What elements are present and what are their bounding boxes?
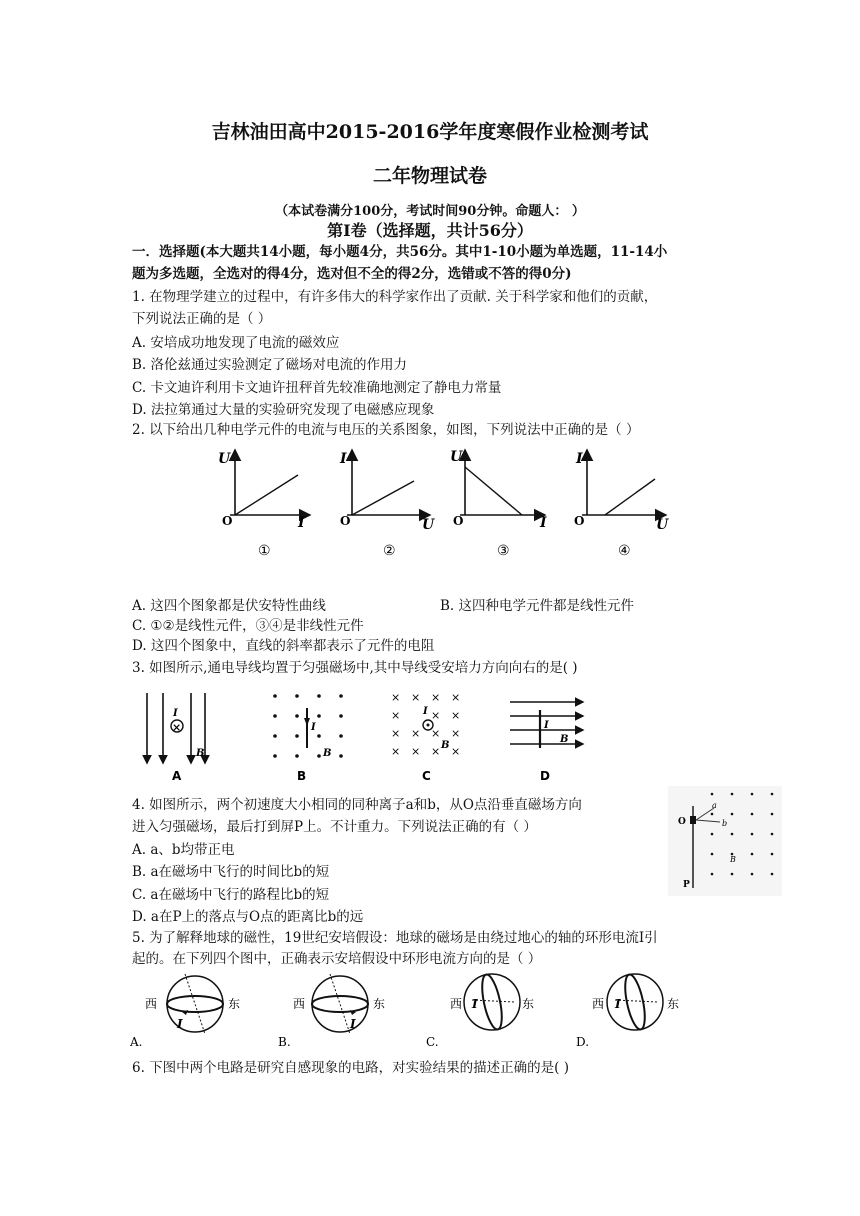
q5-c-current: I xyxy=(472,997,478,1011)
field-dot xyxy=(771,833,774,836)
field-dot xyxy=(771,813,774,816)
q5-a-current: I xyxy=(177,1017,183,1031)
field-dot xyxy=(751,833,754,836)
q5-d-east: 东 xyxy=(667,997,680,1011)
field-dot xyxy=(295,734,299,738)
field-cross: × xyxy=(431,709,441,722)
field-dot xyxy=(711,813,714,816)
field-dot xyxy=(295,694,299,698)
field-cross: × xyxy=(431,691,441,704)
q4-option-a: A. a、b均带正电 xyxy=(132,842,235,858)
field-dot xyxy=(711,853,714,856)
svg-text:×: × xyxy=(172,721,182,734)
q5-d-current: I xyxy=(615,997,621,1011)
q5-stem-1: 5. 为了解释地球的磁性，19世纪安培假设：地球的磁场是由绕过地心的轴的环形电流I引 xyxy=(132,930,658,946)
q2-graph-3-label: ③ xyxy=(497,543,510,559)
field-dot xyxy=(771,853,774,856)
instructions-line-1: 一．选择题(本大题共14小题，每小题4分，共56分。其中1-10小题为单选题，11-14小 xyxy=(132,244,668,260)
q2-graph-2-x-label: U xyxy=(422,517,435,533)
q5-option-d: D. xyxy=(576,1035,590,1049)
q5-b-west: 西 xyxy=(293,997,306,1011)
q3-figure xyxy=(135,688,595,788)
q3-a-field: B xyxy=(196,748,205,759)
q3-label-c: C xyxy=(422,769,431,783)
field-cross: × xyxy=(451,745,461,758)
field-dot xyxy=(317,714,321,718)
q5-d-west: 西 xyxy=(592,997,605,1011)
q2-graph-1-y-label: U xyxy=(218,451,231,467)
q4-figure xyxy=(668,786,782,896)
field-dot xyxy=(731,793,734,796)
q3-d-field: B xyxy=(560,734,569,745)
q2-option-a: A. 这四个图象都是伏安特性曲线 xyxy=(132,598,326,614)
q2-graph-2-label: ② xyxy=(383,543,396,559)
q2-graph-4-origin: O xyxy=(574,514,585,528)
q1-option-a: A. 安培成功地发现了电流的磁效应 xyxy=(132,335,340,351)
q5-c-east: 东 xyxy=(522,997,535,1011)
q3-figure-d xyxy=(510,702,583,783)
field-cross: × xyxy=(451,709,461,722)
field-dot xyxy=(273,734,277,738)
q1-option-b: B. 洛伦兹通过实验测定了磁场对电流的作用力 xyxy=(132,357,408,373)
q3-label-d: D xyxy=(540,769,550,783)
q2-graph-4-label: ④ xyxy=(618,543,631,559)
q6-stem: 6. 下图中两个电路是研究自感现象的电路，对实验结果的描述正确的是( ) xyxy=(132,1060,569,1076)
q3-b-field: B xyxy=(323,748,332,759)
field-dot xyxy=(751,813,754,816)
q2-graph-3 xyxy=(450,449,547,559)
field-cross: × xyxy=(411,691,421,704)
field-dot xyxy=(711,873,714,876)
q4-option-d: D. a在P上的落点与O点的距离比b的远 xyxy=(132,909,364,925)
field-dot xyxy=(273,694,277,698)
field-cross: × xyxy=(451,691,461,704)
q2-graph-4-x-label: U xyxy=(656,517,669,533)
field-cross: × xyxy=(451,727,461,740)
field-cross: × xyxy=(391,745,401,758)
q4-fig-b: b xyxy=(722,819,728,828)
field-cross: × xyxy=(411,745,421,758)
q3-figure-c xyxy=(391,691,460,758)
field-dot xyxy=(711,833,714,836)
q2-graph-1-x-label: I xyxy=(298,515,305,531)
q3-label-b: B xyxy=(297,769,307,783)
field-dot xyxy=(339,714,343,718)
q2-graph-3-y-label: U xyxy=(450,449,463,465)
q5-b-east: 东 xyxy=(373,997,386,1011)
q1-option-c: C. 卡文迪许利用卡文迪许扭秤首先较准确地测定了静电力常量 xyxy=(132,380,502,396)
q2-stem: 2. 以下给出几种电学元件的电流与电压的关系图象，如图，下列说法中正确的是（ ） xyxy=(132,422,640,438)
field-dot xyxy=(751,853,754,856)
q2-graph-1-label: ① xyxy=(258,543,271,559)
q2-option-d: D. 这四个图象中，直线的斜率都表示了元件的电阻 xyxy=(132,638,435,654)
field-dot xyxy=(273,754,277,758)
field-dot xyxy=(711,793,714,796)
field-dot xyxy=(771,793,774,796)
q2-graph-2-origin: O xyxy=(340,514,351,528)
field-dot xyxy=(339,754,343,758)
field-dot xyxy=(339,694,343,698)
field-dot xyxy=(317,694,321,698)
field-dot xyxy=(731,873,734,876)
q2-graph-4-y-label: I xyxy=(576,451,583,467)
q5-option-a: A. xyxy=(130,1035,143,1049)
field-dot xyxy=(771,873,774,876)
q2-graph-1-origin: O xyxy=(222,514,233,528)
section-heading: 第Ⅰ卷（选择题，共计56分） xyxy=(327,221,533,240)
field-dot xyxy=(751,793,754,796)
q1-option-d: D. 法拉第通过大量的实验研究发现了电磁感应现象 xyxy=(132,402,435,418)
q5-globe-c xyxy=(426,973,534,1049)
q4-stem-1: 4. 如图所示，两个初速度大小相同的同种离子a和b，从O点沿垂直磁场方向 xyxy=(132,797,582,813)
field-cross: × xyxy=(391,709,401,722)
field-cross: × xyxy=(411,727,421,740)
q2-figure xyxy=(200,445,680,565)
q5-globe-d xyxy=(576,973,679,1049)
field-cross: × xyxy=(431,727,441,740)
field-dot xyxy=(295,714,299,718)
q2-graph-4 xyxy=(574,450,669,559)
q3-stem: 3. 如图所示,通电导线均置于匀强磁场中,其中导线受安培力方向向右的是( ) xyxy=(132,660,578,676)
q5-b-current: I xyxy=(350,1017,356,1031)
q1-stem-2: 下列说法正确的是（ ） xyxy=(132,311,272,327)
field-cross: × xyxy=(391,727,401,740)
q2-graph-3-origin: O xyxy=(453,514,464,528)
q2-graph-3-x-label: I xyxy=(540,515,547,531)
q3-d-current: I xyxy=(544,720,549,731)
q4-option-b: B. a在磁场中飞行的时间比b的短 xyxy=(132,864,330,880)
field-dot xyxy=(339,734,343,738)
q2-option-c: C. ①②是线性元件，③④是非线性元件 xyxy=(132,618,364,634)
field-cross: × xyxy=(391,691,401,704)
q3-c-field: B xyxy=(441,740,450,751)
q4-fig-o: O xyxy=(678,817,686,827)
field-dot xyxy=(317,754,321,758)
exam-note: （本试卷满分100分，考试时间90分钟。命题人： ） xyxy=(275,204,585,219)
q2-option-b: B. 这四种电学元件都是线性元件 xyxy=(440,598,635,614)
field-dot xyxy=(731,833,734,836)
q5-option-c: C. xyxy=(426,1035,439,1049)
q1-stem-1: 1. 在物理学建立的过程中，有许多伟大的科学家作出了贡献. 关于科学家和他们的贡献， xyxy=(132,289,658,305)
instructions-line-2: 题为多选题，全选对的得4分，选对但不全的得2分，选错或不答的得0分) xyxy=(132,266,572,282)
q3-figure-a xyxy=(147,693,205,783)
q3-a-current: I xyxy=(173,708,178,719)
field-dot xyxy=(731,813,734,816)
field-dot xyxy=(751,873,754,876)
q5-stem-2: 起的。在下列四个图中，正确表示安培假设中环形电流方向的是（ ） xyxy=(132,951,542,967)
q2-graph-2-y-label: I xyxy=(340,451,347,467)
q3-c-current: I xyxy=(423,706,428,717)
q5-a-east: 东 xyxy=(228,997,241,1011)
q4-fig-field: B xyxy=(730,855,736,864)
q4-fig-p: P xyxy=(683,880,690,890)
q5-c-west: 西 xyxy=(450,997,463,1011)
q5-option-b: B. xyxy=(278,1035,291,1049)
field-cross: × xyxy=(431,745,441,758)
q4-fig-a: a xyxy=(712,801,717,810)
field-dot xyxy=(295,754,299,758)
exam-subtitle: 二年物理试卷 xyxy=(372,165,487,187)
field-dot xyxy=(317,734,321,738)
q2-graph-2 xyxy=(339,450,435,559)
q2-graph-1 xyxy=(218,450,310,559)
q5-a-west: 西 xyxy=(145,997,158,1011)
q4-option-c: C. a在磁场中飞行的路程比b的短 xyxy=(132,887,330,903)
q3-label-a: A xyxy=(172,769,182,783)
q5-figure xyxy=(130,970,700,1050)
q5-globe-a xyxy=(130,974,240,1049)
q4-stem-2: 进入匀强磁场，最后打到屏P上。不计重力。下列说法正确的有（ ） xyxy=(132,819,537,835)
q3-b-current: I xyxy=(311,722,316,733)
field-dot xyxy=(273,714,277,718)
q5-globe-b xyxy=(278,974,385,1049)
exam-title: 吉林油田高中2015-2016学年度寒假作业检测考试 xyxy=(211,121,649,143)
